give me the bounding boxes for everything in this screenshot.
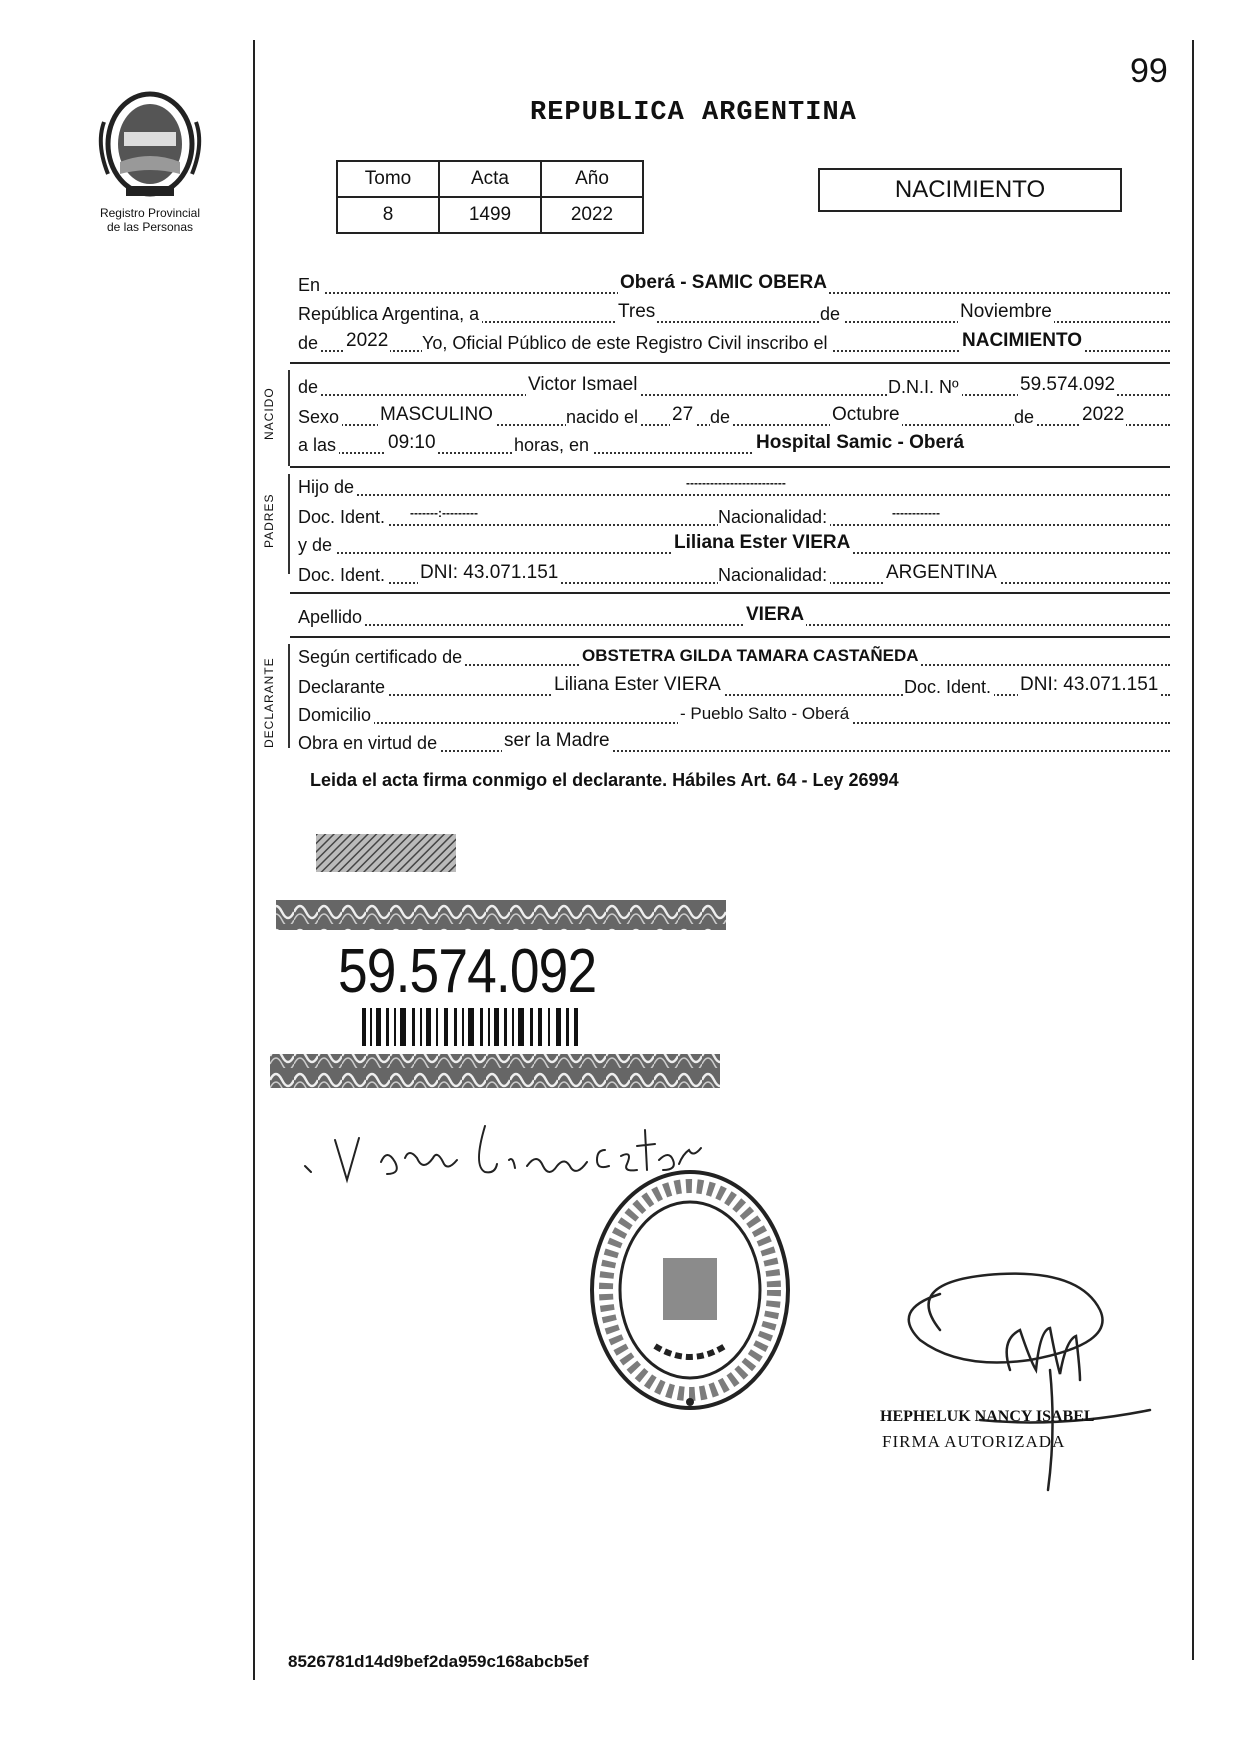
- record-type-box: NACIMIENTO: [818, 168, 1122, 212]
- label-yo: Yo, Oficial Público de este Registro Civil inscribo el: [422, 333, 831, 354]
- row-hijo: [298, 470, 1170, 500]
- value-place: Hospital Samic - Oberá: [756, 432, 965, 453]
- value-doc1: -------:---------: [410, 506, 478, 520]
- label-horas: horas, en: [514, 435, 592, 456]
- value-domicilio: - Pueblo Salto - Oberá: [680, 704, 850, 723]
- label-apellido: Apellido: [298, 607, 365, 628]
- section-divider: [290, 466, 1170, 468]
- value-doc-declarante: DNI: 43.071.151: [1020, 674, 1159, 695]
- row-obra: [298, 726, 1170, 756]
- header-anio: Año: [541, 161, 643, 197]
- side-label-padres: PADRES: [262, 493, 276, 548]
- barcode-number: 59.574.092: [338, 937, 597, 1006]
- label-nacido-el: nacido el: [566, 407, 641, 428]
- label-declarante: Declarante: [298, 677, 388, 698]
- authorized-signature-icon: [880, 1270, 1170, 1500]
- value-month: Noviembre: [960, 301, 1052, 322]
- value-nac1: ------------: [892, 506, 940, 520]
- value-birth-month: Octubre: [832, 404, 900, 425]
- value-day: Tres: [618, 301, 656, 322]
- label-de-birth-year: de: [1014, 407, 1037, 428]
- row-apellido: [298, 600, 1170, 630]
- page-title: REPUBLICA ARGENTINA: [530, 98, 857, 128]
- value-declarante: Liliana Ester VIERA: [554, 674, 721, 695]
- provincial-coat-of-arms-icon: [90, 82, 210, 202]
- label-dni: D.N.I. Nº: [888, 377, 962, 398]
- value-acta: 1499: [439, 197, 541, 233]
- label-a-las: a las: [298, 435, 339, 456]
- header-tomo: Tomo: [337, 161, 439, 197]
- row-a-las: [298, 428, 1170, 458]
- security-stamp-icon: [316, 834, 456, 872]
- right-margin-line: [1192, 40, 1194, 1660]
- label-nac1: Nacionalidad:: [718, 507, 830, 528]
- value-doc2: DNI: 43.071.151: [420, 562, 559, 583]
- label-doc-declarante: Doc. Ident.: [904, 677, 994, 698]
- legal-note: Leida el acta firma conmigo el declarante. Hábiles Art. 64 - Ley 26994: [310, 770, 899, 790]
- value-mother: Liliana Ester VIERA: [674, 532, 851, 553]
- row-nacido-name: [298, 370, 1170, 400]
- label-de-year: de: [298, 333, 321, 354]
- value-sexo: MASCULINO: [380, 404, 493, 425]
- label-sexo: Sexo: [298, 407, 342, 428]
- label-republica: República Argentina, a: [298, 304, 482, 325]
- label-doc1: Doc. Ident.: [298, 507, 388, 528]
- label-domicilio: Domicilio: [298, 705, 374, 726]
- label-nac2: Nacionalidad:: [718, 565, 830, 586]
- value-inscribo: NACIMIENTO: [962, 330, 1082, 351]
- issuer-caption-line2: de las Personas: [106, 220, 194, 234]
- value-dni: 59.574.092: [1020, 374, 1116, 395]
- declarante-bar: [288, 644, 290, 748]
- side-label-nacido: NACIDO: [262, 387, 276, 440]
- document-hash: 8526781d14d9bef2da959c168abcb5ef: [288, 1652, 589, 1671]
- signer-name: HEPHELUK NANCY ISABEL: [880, 1408, 1095, 1425]
- label-y-de: y de: [298, 535, 335, 556]
- label-hijo: Hijo de: [298, 477, 357, 498]
- page-number: 99: [1130, 52, 1168, 90]
- header-acta: Acta: [439, 161, 541, 197]
- official-seal-icon: [585, 1160, 795, 1420]
- label-de-month: de: [820, 304, 843, 325]
- row-y-de: [298, 528, 1170, 558]
- value-birth-day: 27: [672, 404, 694, 425]
- value-nac2: ARGENTINA: [886, 562, 997, 583]
- label-de-name: de: [298, 377, 321, 398]
- value-obra: ser la Madre: [504, 730, 610, 751]
- signer-title: FIRMA AUTORIZADA: [882, 1432, 1066, 1451]
- value-apellido: VIERA: [746, 604, 805, 625]
- side-label-declarante: DECLARANTE: [262, 657, 276, 748]
- value-time: 09:10: [388, 432, 436, 453]
- section-divider: [290, 592, 1170, 594]
- issuer-caption-line1: Registro Provincial: [99, 206, 201, 220]
- section-divider: [290, 362, 1170, 364]
- row-doc1: [298, 500, 1170, 530]
- label-en: En: [298, 275, 323, 296]
- row-declarante: [298, 670, 1170, 700]
- label-doc2: Doc. Ident.: [298, 565, 388, 586]
- row-doc2: [298, 558, 1170, 588]
- label-de-birth-month: de: [710, 407, 733, 428]
- registry-table: [336, 160, 644, 234]
- value-name: Victor Ismael: [528, 374, 638, 395]
- value-anio: 2022: [541, 197, 643, 233]
- value-en: Oberá - SAMIC OBERA: [620, 272, 827, 293]
- nacido-bar: [288, 370, 290, 466]
- left-margin-line: [253, 40, 255, 1680]
- row-en: [298, 268, 1170, 298]
- padres-bar: [288, 474, 290, 574]
- row-sexo: [298, 400, 1170, 430]
- label-certificado: Según certificado de: [298, 647, 465, 668]
- section-divider: [290, 636, 1170, 638]
- issuer-caption: [80, 206, 220, 234]
- row-republica: [298, 297, 1170, 327]
- label-obra: Obra en virtud de: [298, 733, 440, 754]
- value-year: 2022: [346, 330, 389, 351]
- value-tomo: 8: [337, 197, 439, 233]
- row-yo: [298, 326, 1170, 356]
- value-certificado: OBSTETRA GILDA TAMARA CASTAÑEDA: [582, 646, 919, 665]
- row-certificado: [298, 640, 1170, 670]
- value-hijo: -------------------------: [686, 476, 786, 490]
- value-birth-year: 2022: [1082, 404, 1125, 425]
- row-domicilio: [298, 698, 1170, 728]
